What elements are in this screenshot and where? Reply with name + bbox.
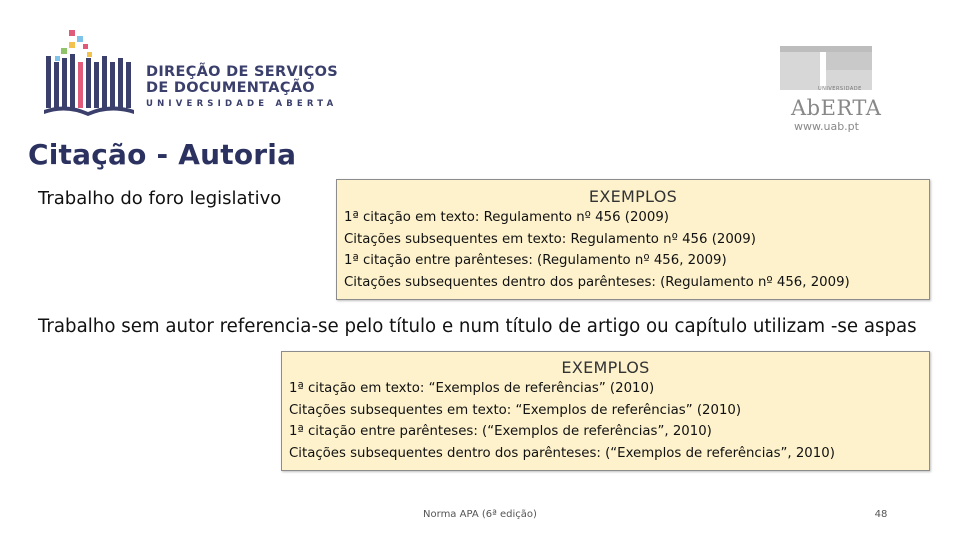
page-number: 48 [874,509,888,520]
footer-text: Norma APA (6ª edição) [423,509,537,520]
example-line: Citações subsequentes em texto: “Exemplos de referências” (2010) [289,402,742,418]
example-line: 1ª citação entre parênteses: (“Exemplos de referências”, 2010) [289,424,712,439]
logo-line-1: DIREÇÃO DE SERVIÇOS [146,64,338,80]
examples-box-2 [281,351,930,471]
examples-list [344,207,850,293]
examples-box-1 [336,179,930,300]
logo-line-2: DE DOCUMENTAÇÃO [146,80,315,96]
examples-heading: EXEMPLOS [588,187,678,206]
section2-text: Trabalho sem autor referencia-se pelo título e num título de artigo ou capítulo utilizam -se aspas [38,316,917,337]
uab-logo-small-text: UNIVERSIDADE [818,86,862,92]
book-icon [44,30,134,116]
uab-logo-url: www.uab.pt [794,120,859,133]
examples-heading: EXEMPLOS [561,358,650,377]
logo-line-3: UNIVERSIDADE ABERTA [146,99,338,109]
example-line: 1ª citação em texto: “Exemplos de referências” (2010) [289,381,655,396]
example-line: Citações subsequentes dentro dos parênteses: (“Exemplos de referências”, 2010) [289,445,835,461]
example-line: Citações subsequentes dentro dos parênteses: (Regulamento nº 456, 2009) [344,274,850,290]
example-line: Citações subsequentes em texto: Regulamento nº 456 (2009) [344,231,756,247]
uab-logo-name: AbERTA [791,96,882,120]
slide-title: Citação - Autoria [28,138,297,171]
examples-list [289,378,835,464]
example-line: 1ª citação entre parênteses: (Regulamento nº 456, 2009) [344,253,727,268]
example-line: 1ª citação em texto: Regulamento nº 456 (2009) [344,210,669,225]
section1-label: Trabalho do foro legislativo [38,188,282,209]
